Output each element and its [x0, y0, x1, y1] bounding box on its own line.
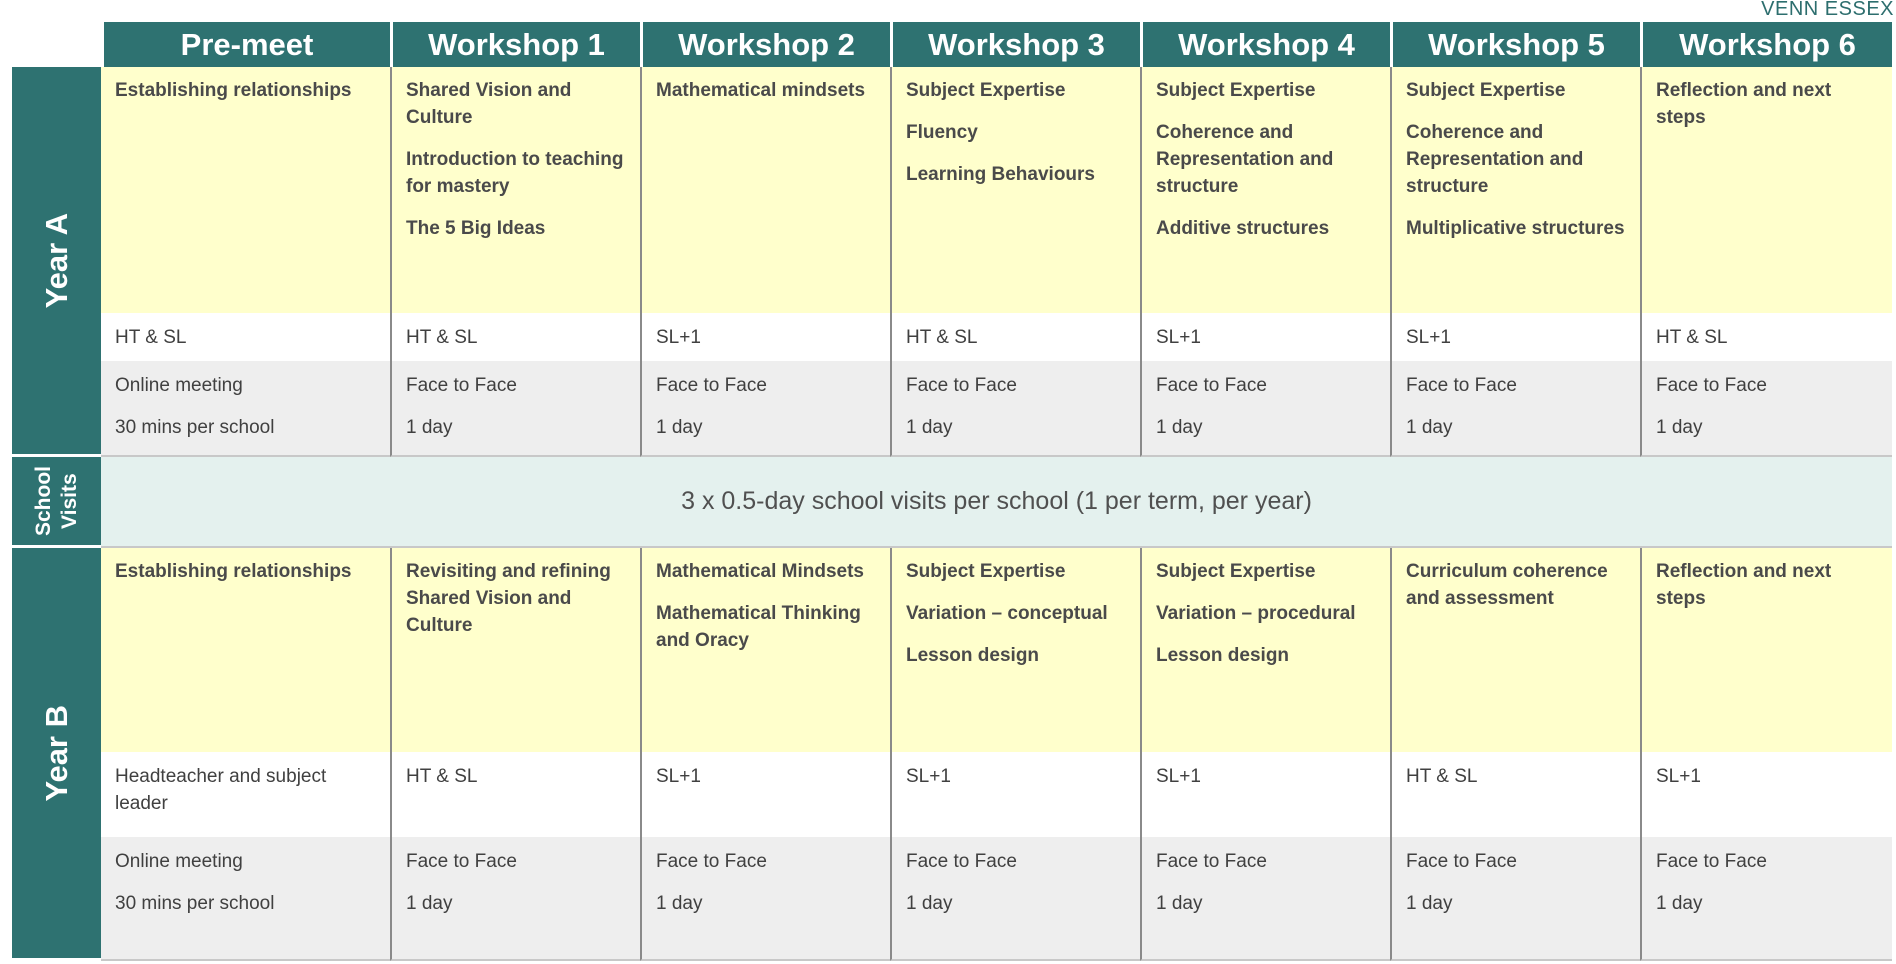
year-a-topic-cell: [1640, 67, 1892, 313]
year-a-format-cell: [640, 361, 890, 457]
year-b-attendees-cell: Headteacher and subject leader: [101, 752, 390, 837]
year-b-format-cell: [1640, 837, 1892, 961]
format-line: Face to Face: [1406, 375, 1517, 396]
year-b-format-cell: [1140, 837, 1390, 961]
year-b-attendees-cell: HT & SL: [1390, 752, 1640, 837]
format-line: Face to Face: [1406, 851, 1517, 872]
year-a-topic-cell: [890, 67, 1140, 313]
year-b-topic-cell: [890, 548, 1140, 752]
programme-table: [12, 22, 1892, 958]
year-b-format-cell: [390, 837, 640, 961]
year-b-attendees-cell: SL+1: [1640, 752, 1892, 837]
year-a-attendees-cell: HT & SL: [1640, 313, 1892, 361]
year-b-format-cell: [1390, 837, 1640, 961]
year-a-attendees-cell: HT & SL: [101, 313, 390, 361]
column-header-workshop-6: Workshop 6: [1640, 22, 1892, 67]
duration-line: 1 day: [1656, 417, 1703, 438]
duration-line: 1 day: [406, 893, 453, 914]
year-b-topic-cell: [1390, 548, 1640, 752]
row-label-year-b: [12, 548, 101, 961]
year-a-format-cell: [1390, 361, 1640, 457]
format-line: Face to Face: [906, 851, 1017, 872]
topic-line: Subject Expertise: [1406, 80, 1566, 101]
duration-line: 1 day: [406, 417, 453, 438]
column-header-workshop-4: Workshop 4: [1140, 22, 1390, 67]
topic-line: Mathematical mindsets: [656, 80, 866, 101]
format-line: Online meeting: [115, 375, 243, 396]
topic-line: Coherence and Representation and structure: [1156, 122, 1334, 197]
year-b-attendees-cell: HT & SL: [390, 752, 640, 837]
year-a-format-cell: [890, 361, 1140, 457]
year-b-format-cell: [640, 837, 890, 961]
topic-line: Lesson design: [1156, 645, 1290, 666]
topic-line: Variation – procedural: [1156, 603, 1356, 624]
topic-line: Introduction to teaching for mastery: [406, 149, 624, 197]
year-a-format-cell: [1640, 361, 1892, 457]
brand-logo-text: VENN ESSEX: [1761, 0, 1894, 20]
year-b-attendees-cell: SL+1: [890, 752, 1140, 837]
topic-line: Learning Behaviours: [906, 164, 1095, 185]
year-a-format-cell: [1140, 361, 1390, 457]
column-header-workshop-1: Workshop 1: [390, 22, 640, 67]
school-visits-label: School Visits: [31, 466, 81, 537]
duration-line: 1 day: [906, 893, 953, 914]
topic-line: Mathematical Mindsets: [656, 561, 864, 582]
topic-line: Additive structures: [1156, 218, 1330, 239]
column-header-premeet: Pre-meet: [101, 22, 390, 67]
year-b-topic-cell: [1640, 548, 1892, 752]
year-b-attendees-cell: SL+1: [1140, 752, 1390, 837]
year-a-topic-cell: [101, 67, 390, 313]
year-b-label: Year B: [38, 704, 74, 802]
topic-line: Multiplicative structures: [1406, 218, 1625, 239]
year-a-attendees-cell: HT & SL: [890, 313, 1140, 361]
year-a-topic-cell: [1390, 67, 1640, 313]
year-a-attendees-cell: SL+1: [1140, 313, 1390, 361]
topic-line: Fluency: [906, 122, 978, 143]
topic-line: Coherence and Representation and structure: [1406, 122, 1584, 197]
format-line: Face to Face: [1656, 851, 1767, 872]
duration-line: 1 day: [906, 417, 953, 438]
column-header-workshop-3: Workshop 3: [890, 22, 1140, 67]
year-a-topic-cell: [390, 67, 640, 313]
topic-line: Subject Expertise: [906, 80, 1066, 101]
row-label-year-a: [12, 67, 101, 457]
year-a-format-cell: [101, 361, 390, 457]
year-a-topic-cell: [640, 67, 890, 313]
year-b-topic-cell: [101, 548, 390, 752]
topic-line: Variation – conceptual: [906, 603, 1108, 624]
year-a-attendees-cell: SL+1: [1390, 313, 1640, 361]
duration-line: 30 mins per school: [115, 417, 275, 438]
topic-line: Lesson design: [906, 645, 1040, 666]
year-a-attendees-cell: HT & SL: [390, 313, 640, 361]
format-line: Face to Face: [1156, 851, 1267, 872]
format-line: Face to Face: [656, 851, 767, 872]
year-b-topic-cell: [390, 548, 640, 752]
topic-line: Subject Expertise: [1156, 80, 1316, 101]
duration-line: 1 day: [1656, 893, 1703, 914]
year-b-format-cell: [890, 837, 1140, 961]
duration-line: 1 day: [1406, 417, 1453, 438]
column-header-workshop-2: Workshop 2: [640, 22, 890, 67]
year-a-topic-cell: [1140, 67, 1390, 313]
duration-line: 1 day: [656, 893, 703, 914]
column-header-workshop-5: Workshop 5: [1390, 22, 1640, 67]
format-line: Face to Face: [1656, 375, 1767, 396]
duration-line: 1 day: [1406, 893, 1453, 914]
topic-line: Establishing relationships: [115, 561, 352, 582]
format-line: Online meeting: [115, 851, 243, 872]
topic-line: Establishing relationships: [115, 80, 352, 101]
topic-line: Mathematical Thinking and Oracy: [656, 603, 861, 651]
row-label-school-visits: [12, 457, 101, 548]
format-line: Face to Face: [906, 375, 1017, 396]
year-a-format-cell: [390, 361, 640, 457]
year-b-attendees-cell: SL+1: [640, 752, 890, 837]
topic-line: Reflection and next steps: [1656, 561, 1832, 609]
topic-line: Revisiting and refining Shared Vision and Culture: [406, 561, 611, 636]
duration-line: 30 mins per school: [115, 893, 275, 914]
duration-line: 1 day: [656, 417, 703, 438]
topic-line: Subject Expertise: [1156, 561, 1316, 582]
duration-line: 1 day: [1156, 417, 1203, 438]
year-b-topic-cell: [1140, 548, 1390, 752]
topic-line: Shared Vision and Culture: [406, 80, 572, 128]
topic-line: The 5 Big Ideas: [406, 218, 546, 239]
format-line: Face to Face: [406, 851, 517, 872]
topic-line: Curriculum coherence and assessment: [1406, 561, 1608, 609]
year-b-topic-cell: [640, 548, 890, 752]
year-a-attendees-cell: SL+1: [640, 313, 890, 361]
topic-line: Reflection and next steps: [1656, 80, 1832, 128]
duration-line: 1 day: [1156, 893, 1203, 914]
format-line: Face to Face: [656, 375, 767, 396]
topic-line: Subject Expertise: [906, 561, 1066, 582]
school-visits-banner: 3 x 0.5-day school visits per school (1 per term, per year): [101, 457, 1892, 548]
year-a-label: Year A: [38, 212, 74, 309]
table-corner: [12, 22, 101, 67]
format-line: Face to Face: [406, 375, 517, 396]
year-b-format-cell: [101, 837, 390, 961]
format-line: Face to Face: [1156, 375, 1267, 396]
